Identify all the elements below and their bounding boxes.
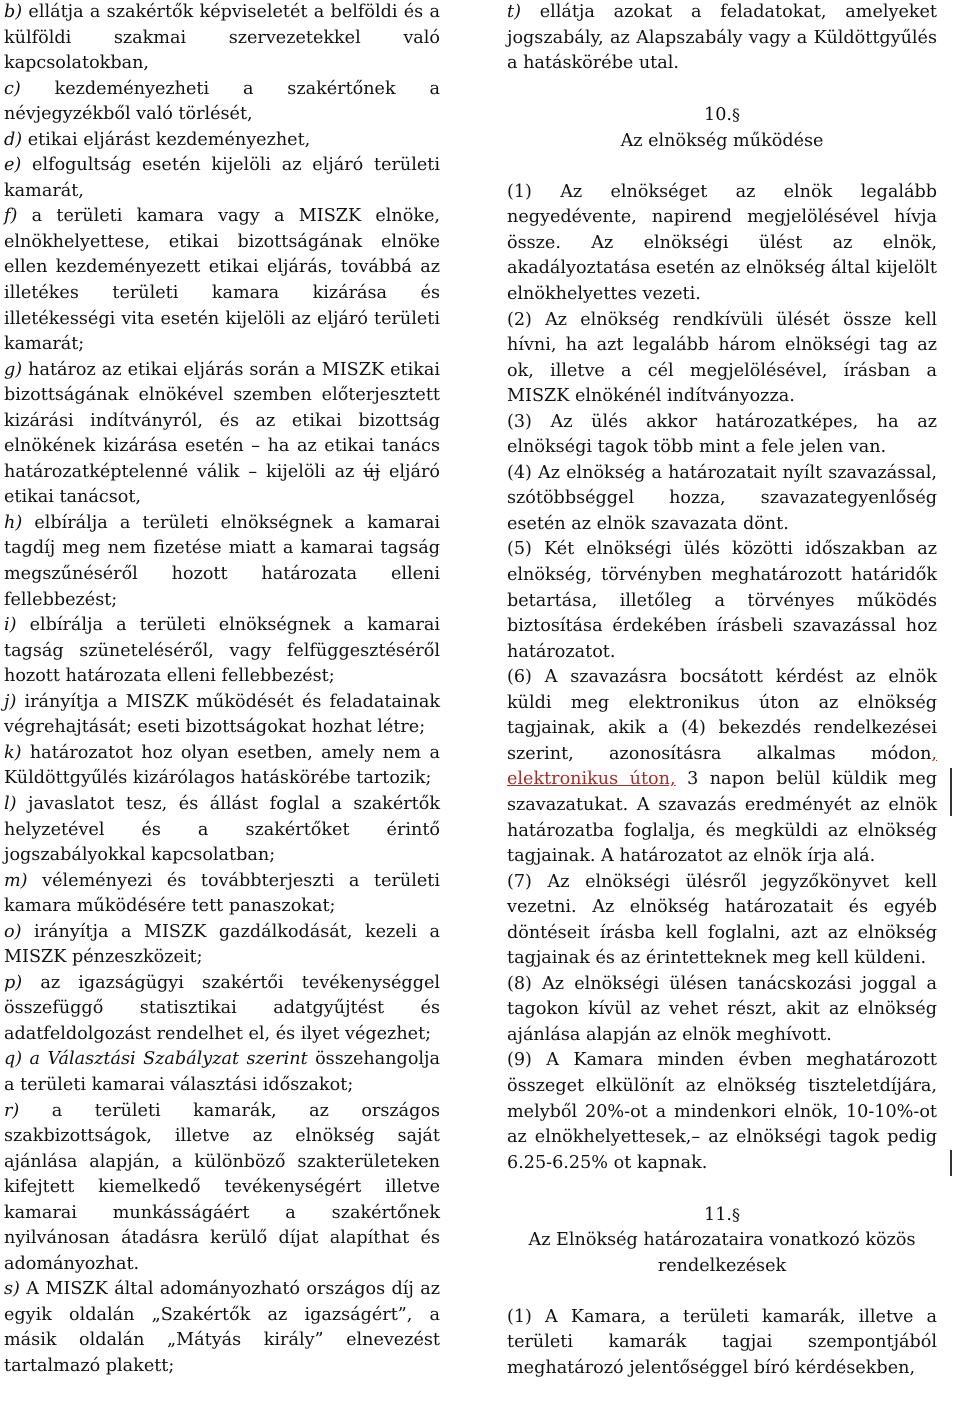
list-item: b) ellátja a szakértők képviseletét a belföldi és a külföldi szakmai szervezetekkel való kapcsolatokban, bbox=[4, 2, 440, 74]
paragraph: (8) Az elnökségi ülésen tanácskozási joggal a tagokon kívül az vehet részt, akit az elnökség ajánlása alapján az elnök meghívott. bbox=[507, 973, 937, 1045]
struck-word: új bbox=[363, 461, 381, 482]
section-symbol: § bbox=[731, 1204, 740, 1224]
list-item: q) a Választási Szabályzat szerint összehangolja a területi kamarai választási időszakot; bbox=[4, 1049, 440, 1095]
list-item: k) határozatot hoz olyan esetben, amely nem a Küldöttgyűlés kizárólagos hatáskörébe tartozik; bbox=[4, 742, 440, 789]
list-item: c) kezdeményezheti a szakértőnek a névjegyzékből való törlését, bbox=[4, 78, 440, 125]
paragraph: (6) A szavazásra bocsátott kérdést az elnök küldi meg elektronikus úton az elnökség tagjainak, akik a (4) bekezdés rendelkezései szerint, azonosításra alkalmas módon, elektronikus úton, 3 napon belül küldik meg szavazatukat. A szavazás eredményét az elnök határozatba foglalja, és megküldi az elnökség tagjainak. A határozatot az elnök írja alá. bbox=[507, 667, 937, 867]
list-item: l) javaslatot tesz, és állást foglal a szakértők helyzetével és a szakértőket érintő jogszabályokkal kapcsolatban; bbox=[4, 793, 440, 866]
inserted-text: elektronikus úton, bbox=[507, 769, 676, 790]
list-item: e) elfogultság esetén kijelöli az eljáró területi kamarát, bbox=[4, 155, 440, 201]
left-column bbox=[4, 0, 440, 1380]
list-item: m) véleményezi és továbbterjeszti a területi kamara működésére tett panaszokat; bbox=[4, 870, 440, 917]
right-column bbox=[507, 0, 937, 1382]
list-item: i) elbírálja a területi elnökségnek a kamarai tagság szüneteléséről, vagy felfüggesztéséről hozott határozata elleni fellebbezést; bbox=[4, 615, 440, 687]
list-item: g) határoz az etikai eljárás során a MISZK etikai bizottságának elnökével szemben előterjesztett kizárási indítványról, és az etikai bizottság elnökének kizárása esetén – ha az etikai tanács határozatképtelenné válik – kijelöli az új eljáró etikai tanácsot, bbox=[4, 359, 440, 508]
list-item: o) irányítja a MISZK gazdálkodását, kezeli a MISZK pénzeszközeit; bbox=[4, 921, 440, 968]
change-bar bbox=[950, 1150, 952, 1176]
inserted-comma: , bbox=[931, 743, 937, 764]
section-title: Az Elnökség határozataira vonatkozó közös rendelkezések bbox=[528, 1230, 916, 1276]
paragraph: (4) Az elnökség a határozatait nyílt szavazással, szótöbbséggel hozza, szavazategyenlőség esetén az elnök szavazata dönt. bbox=[507, 462, 937, 534]
spacer bbox=[507, 1176, 937, 1202]
paragraph: (3) Az ülés akkor határozatképes, ha az elnökségi tagok több mint a fele jelen van. bbox=[507, 411, 937, 458]
section-number: 11.§ bbox=[704, 1204, 740, 1225]
paragraph: (1) A Kamara, a területi kamarák, illetve a területi kamarák tagjai szempontjából meghatározó jelentőséggel bíró kérdésekben, bbox=[507, 1306, 937, 1378]
list-item: f) a területi kamara vagy a MISZK elnöke, elnökhelyettese, etikai bizottságának elnöke ellen kezdeményezett etikai eljárás, továbbá az illetékes területi kamara kizárása és illetékességi vita esetén kijelöli az eljáró területi kamarát; bbox=[4, 206, 440, 355]
spacer bbox=[507, 77, 937, 103]
list-item: h) elbírálja a területi elnökségnek a kamarai tagdíj meg nem fizetése miatt a kamarai tagság megszűnéséről hozott határozata elleni fellebbezést; bbox=[4, 512, 440, 610]
list-item: r) a területi kamarák, az országos szakbizottságok, illetve az elnökség saját ajánlása alapján, a különböző szakterületeken kifejtett kiemelkedő tevékenységért illetve kamarai munkásságáért a szakértőnek nyilvánosan átadásra kerülő díjat alapíthat és adományozhat. bbox=[4, 1100, 440, 1274]
paragraph: (9) A Kamara minden évben meghatározott összeget elkülönít az elnökség tiszteletdíjára, melyből 20%-ot a mindenkori elnök, 10-10%-ot az elnökhelyettesek,– az elnökségi tagok pedig 6.25-6.25% ot kapnak. bbox=[507, 1050, 937, 1173]
list-item: d) etikai eljárást kezdeményezhet, bbox=[4, 129, 311, 150]
section-title: Az elnökség működése bbox=[620, 130, 824, 151]
spacer bbox=[507, 1279, 937, 1305]
paragraph: (7) Az elnökségi ülésről jegyzőkönyvet kell vezetni. Az elnökség határozatait és egyéb döntéseit írásba kell foglalni, azt az elnökség tagjainak és az érintetteknek meg kell küldeni. bbox=[507, 871, 937, 969]
change-bar bbox=[950, 768, 952, 816]
paragraph: (2) Az elnökség rendkívüli ülését össze kell hívni, ha azt legalább három elnökségi tag az ok, illetve a cél megjelölésével, írásban a MISZK elnökénél indítványozza. bbox=[507, 309, 937, 407]
paragraph: (1) Az elnökséget az elnök legalább negyedévente, napirend megjelölésével hívja össze. Az elnökségi ülést az elnök, akadályoztatása esetén az elnökség által kijelölt elnökhelyettes vezeti. bbox=[507, 181, 937, 305]
list-item: j) irányítja a MISZK működését és feladatainak végrehajtását; eseti bizottságokat hozhat létre; bbox=[4, 691, 440, 738]
list-item: t) ellátja azokat a feladatokat, amelyeket jogszabály, az Alapszabály vagy a Küldöttgyűlés a hatáskörébe utal. bbox=[507, 2, 937, 74]
list-item: s) A MISZK által adományozható országos díj az egyik oldalán „Szakértők az igazságért”, a másik oldalán „Mátyás király” elnevezést tartalmazó plakett; bbox=[4, 1279, 440, 1376]
section-symbol: § bbox=[731, 105, 740, 125]
section-number: 10.§ bbox=[704, 105, 740, 126]
list-item: p) az igazságügyi szakértői tevékenységgel összefüggő statisztikai adatgyűjtést és adatfeldolgozást rendelhet el, és ilyet végezhet; bbox=[4, 972, 440, 1044]
paragraph: (5) Két elnökségi ülés közötti időszakban az elnökség, törvényben meghatározott határidők betartása, illetőleg a törvényes működés biztosítása érdekében írásbeli szavazással hoz határozatot. bbox=[507, 539, 937, 662]
spacer bbox=[507, 154, 937, 180]
